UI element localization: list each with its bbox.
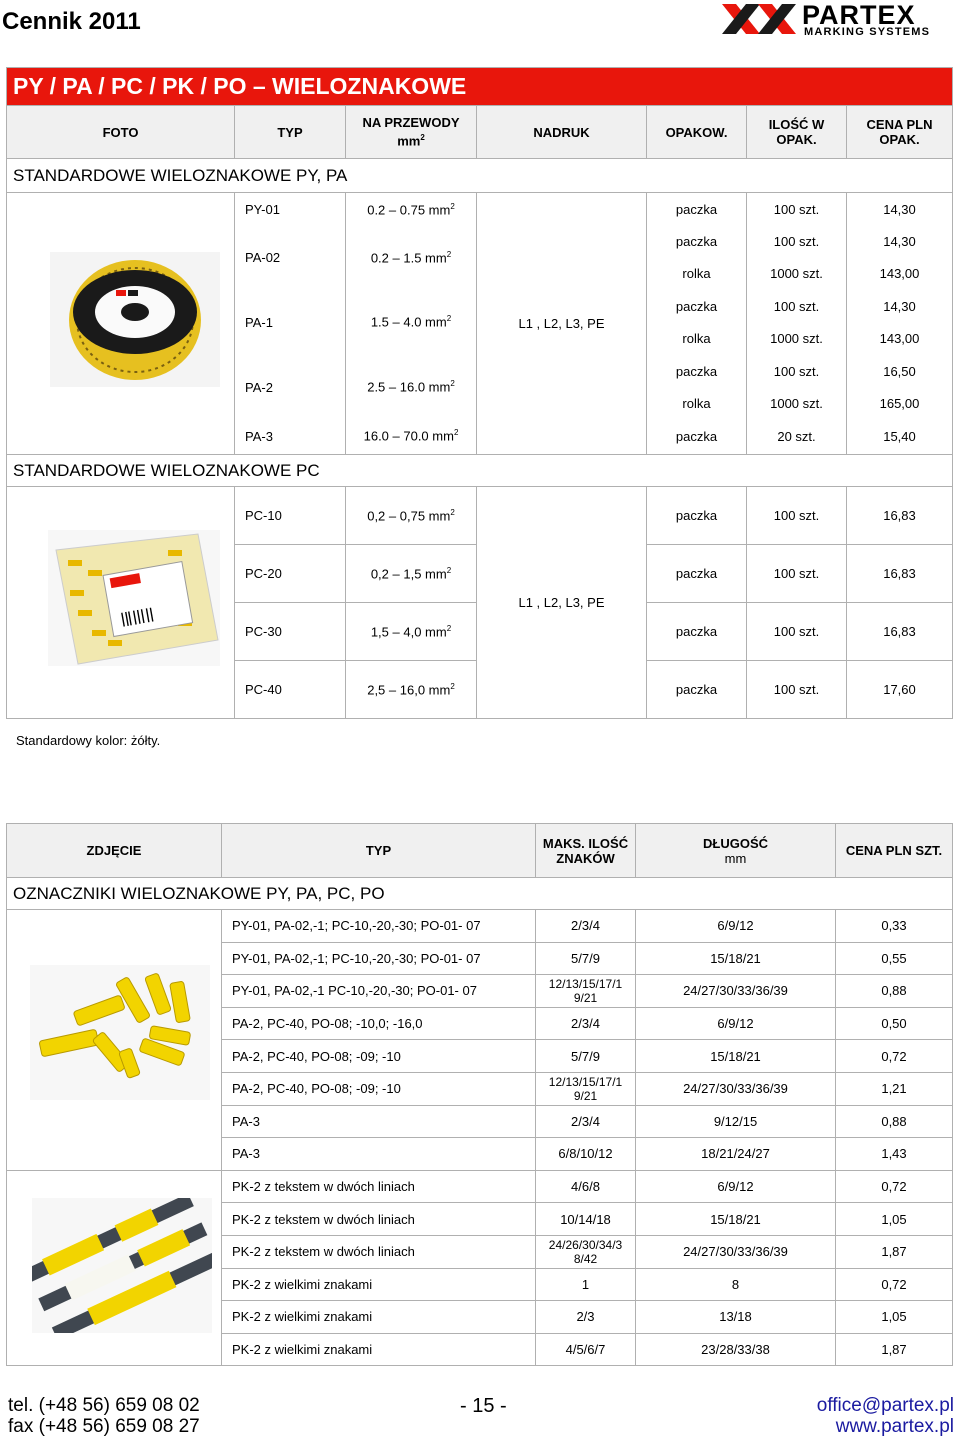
- typ-cell: PC-20: [235, 545, 346, 603]
- ilosc-cell: 100 szt.: [747, 661, 847, 719]
- col-ilosc: ILOŚĆ W OPAK.: [747, 106, 847, 159]
- footer-fax: fax (+48 56) 659 08 27: [8, 1416, 200, 1437]
- range-cell: 0.2 – 1.5 $mm^2$: [346, 226, 477, 290]
- cena-cell: 0,88: [836, 1105, 953, 1138]
- typ-cell: PA-2, PC-40, PO-08; -09; -10: [222, 1040, 536, 1073]
- opak-cell: rolka: [647, 388, 747, 420]
- cena-cell: 1,05: [836, 1301, 953, 1334]
- ilosc-cell: 100 szt.: [747, 487, 847, 545]
- typ-cell: PY-01, PA-02,-1; PC-10,-20,-30; PO-01- 07: [222, 910, 536, 943]
- opak-cell: paczka: [647, 603, 747, 661]
- markers-photo: [30, 965, 210, 1100]
- opak-cell: paczka: [647, 661, 747, 719]
- ilosc-cell: 100 szt.: [747, 290, 847, 323]
- typ-cell: PC-30: [235, 603, 346, 661]
- col-typ: TYP: [235, 106, 346, 159]
- dl-cell: 24/27/30/33/36/39: [636, 1072, 836, 1105]
- col-cena: CENA PLN OPAK.: [847, 106, 953, 159]
- cena-cell: 1,21: [836, 1072, 953, 1105]
- cena-cell: 0,72: [836, 1040, 953, 1073]
- cena-cell: 0,50: [836, 1007, 953, 1040]
- maks-cell: 2/3/4: [536, 910, 636, 943]
- typ-cell: PA-1: [235, 290, 346, 355]
- cena-cell: 143,00: [847, 258, 953, 290]
- pk2-photo: [32, 1198, 212, 1333]
- ilosc-cell: 20 szt.: [747, 420, 847, 453]
- opak-cell: rolka: [647, 323, 747, 355]
- range-cell: 1.5 – 4.0 $mm^2$: [346, 290, 477, 355]
- typ-cell: PK-2 z wielkimi znakami: [222, 1301, 536, 1334]
- dl-cell: 9/12/15: [636, 1105, 836, 1138]
- cena-cell: 16,50: [847, 355, 953, 388]
- typ-cell: PK-2 z wielkimi znakami: [222, 1268, 536, 1301]
- nadruk-cell: L1 , L2, L3, PE: [477, 487, 647, 719]
- opak-cell: paczka: [647, 355, 747, 388]
- maks-cell: 2/3: [536, 1301, 636, 1334]
- maks-cell: 10/14/18: [536, 1203, 636, 1236]
- opak-cell: rolka: [647, 258, 747, 290]
- cena-cell: 1,87: [836, 1333, 953, 1366]
- dl-cell: 15/18/21: [636, 942, 836, 975]
- opak-cell: paczka: [647, 290, 747, 323]
- footer-links: [817, 1395, 954, 1437]
- maks-cell: 5/7/9: [536, 942, 636, 975]
- typ-cell: PC-10: [235, 487, 346, 545]
- range-cell: 2.5 – 16.0 $mm^2$: [346, 355, 477, 420]
- dl-cell: 6/9/12: [636, 910, 836, 943]
- ilosc-cell: 100 szt.: [747, 226, 847, 258]
- subheading-oznaczniki: OZNACZNIKI WIELOZNAKOWE PY, PA, PC, PO: [7, 878, 953, 910]
- typ-cell: PY-01, PA-02,-1 PC-10,-20,-30; PO-01- 07: [222, 975, 536, 1008]
- maks-cell: 24/26/30/34/3 8/42: [536, 1235, 636, 1268]
- cena-cell: 143,00: [847, 323, 953, 355]
- col-cena: CENA PLN SZT.: [836, 824, 953, 878]
- maks-cell: 6/8/10/12: [536, 1138, 636, 1171]
- nadruk-cell: L1 , L2, L3, PE: [477, 193, 647, 455]
- dl-cell: 24/27/30/33/36/39: [636, 975, 836, 1008]
- opak-cell: paczka: [647, 226, 747, 258]
- typ-cell: PK-2 z tekstem w dwóch liniach: [222, 1235, 536, 1268]
- opak-cell: paczka: [647, 545, 747, 603]
- subheading-py-pa: STANDARDOWE WIELOZNAKOWE PY, PA: [7, 159, 953, 193]
- section-title: PY / PA / PC / PK / PO – WIELOZNAKOWE: [7, 68, 953, 106]
- col-nadruk: NADRUK: [477, 106, 647, 159]
- cena-cell: 1,87: [836, 1235, 953, 1268]
- footer-email-link[interactable]: office@partex.pl: [816, 1395, 954, 1416]
- footer-tel: tel. (+48 56) 659 08 02: [8, 1395, 200, 1416]
- dl-cell: 13/18: [636, 1301, 836, 1334]
- maks-cell: 5/7/9: [536, 1040, 636, 1073]
- cena-cell: 16,83: [847, 487, 953, 545]
- typ-cell: PC-40: [235, 661, 346, 719]
- maks-cell: 1: [536, 1268, 636, 1301]
- col-przewody: NA PRZEWODY $mm^2$: [346, 106, 477, 159]
- ilosc-cell: 1000 szt.: [747, 258, 847, 290]
- dl-cell: 6/9/12: [636, 1170, 836, 1203]
- range-cell: 0.2 – 0.75 $mm^2$: [346, 193, 477, 226]
- cena-cell: 16,83: [847, 545, 953, 603]
- range-cell: 16.0 – 70.0 $mm^2$: [346, 420, 477, 453]
- ilosc-cell: 1000 szt.: [747, 388, 847, 420]
- opak-cell: paczka: [647, 487, 747, 545]
- maks-cell: 4/5/6/7: [536, 1333, 636, 1366]
- ilosc-cell: 1000 szt.: [747, 323, 847, 355]
- opak-cell: paczka: [647, 193, 747, 226]
- cena-cell: 14,30: [847, 290, 953, 323]
- range-cell: 1,5 – 4,0 $mm^2$: [346, 603, 477, 661]
- cena-cell: 14,30: [847, 193, 953, 226]
- bag-photo: [48, 530, 220, 666]
- cena-cell: 15,40: [847, 420, 953, 453]
- typ-cell: PY-01, PA-02,-1; PC-10,-20,-30; PO-01- 07: [222, 942, 536, 975]
- ilosc-cell: 100 szt.: [747, 193, 847, 226]
- page-title: Cennik 2011: [2, 8, 141, 35]
- cena-cell: 0,72: [836, 1268, 953, 1301]
- dl-cell: 15/18/21: [636, 1040, 836, 1073]
- typ-cell: PA-3: [222, 1138, 536, 1171]
- dl-cell: 6/9/12: [636, 1007, 836, 1040]
- ilosc-cell: 100 szt.: [747, 545, 847, 603]
- col-zdjecie: ZDJĘCIE: [7, 824, 222, 878]
- cena-cell: 16,83: [847, 603, 953, 661]
- subheading-pc: STANDARDOWE WIELOZNAKOWE PC: [7, 455, 953, 487]
- typ-cell: PA-2, PC-40, PO-08; -09; -10: [222, 1072, 536, 1105]
- cena-cell: 0,55: [836, 942, 953, 975]
- maks-cell: 2/3/4: [536, 1007, 636, 1040]
- cena-cell: 165,00: [847, 388, 953, 420]
- dl-cell: 18/21/24/27: [636, 1138, 836, 1171]
- col-maks: MAKS. ILOŚĆ ZNAKÓW: [536, 824, 636, 878]
- typ-cell: PA-3: [222, 1105, 536, 1138]
- maks-cell: 12/13/15/17/1 9/21: [536, 975, 636, 1008]
- opak-cell: paczka: [647, 420, 747, 453]
- cena-cell: 17,60: [847, 661, 953, 719]
- cena-cell: 14,30: [847, 226, 953, 258]
- maks-cell: 2/3/4: [536, 1105, 636, 1138]
- typ-cell: PA-2: [235, 355, 346, 420]
- cena-cell: 0,33: [836, 910, 953, 943]
- dl-cell: 23/28/33/38: [636, 1333, 836, 1366]
- partex-logo: PARTEX MARKING SYSTEMS: [720, 2, 952, 38]
- typ-cell: PK-2 z tekstem w dwóch liniach: [222, 1170, 536, 1203]
- ilosc-cell: 100 szt.: [747, 355, 847, 388]
- col-dlugosc: DŁUGOŚĆ mm: [636, 824, 836, 878]
- standard-color-note: Standardowy kolor: żółty.: [16, 733, 161, 748]
- cena-cell: 1,05: [836, 1203, 953, 1236]
- typ-cell: PY-01: [235, 193, 346, 226]
- page-number: - 15 -: [460, 1395, 507, 1417]
- cena-cell: 0,72: [836, 1170, 953, 1203]
- partex-logo-icon: [720, 2, 800, 36]
- reel-photo: [50, 252, 220, 387]
- footer-contact: [8, 1395, 200, 1437]
- col-typ: TYP: [222, 824, 536, 878]
- dl-cell: 8: [636, 1268, 836, 1301]
- maks-cell: 4/6/8: [536, 1170, 636, 1203]
- ilosc-cell: 100 szt.: [747, 603, 847, 661]
- maks-cell: 12/13/15/17/1 9/21: [536, 1072, 636, 1105]
- range-cell: 0,2 – 0,75 $mm^2$: [346, 487, 477, 545]
- dl-cell: 24/27/30/33/36/39: [636, 1235, 836, 1268]
- typ-cell: PK-2 z tekstem w dwóch liniach: [222, 1203, 536, 1236]
- footer-web-link[interactable]: www.partex.pl: [835, 1416, 954, 1437]
- typ-cell: PA-2, PC-40, PO-08; -10,0; -16,0: [222, 1007, 536, 1040]
- col-foto: FOTO: [7, 106, 235, 159]
- col-opakow: OPAKOW.: [647, 106, 747, 159]
- typ-cell: PK-2 z wielkimi znakami: [222, 1333, 536, 1366]
- cena-cell: 1,43: [836, 1138, 953, 1171]
- dl-cell: 15/18/21: [636, 1203, 836, 1236]
- range-cell: 0,2 – 1,5 $mm^2$: [346, 545, 477, 603]
- range-cell: 2,5 – 16,0 $mm^2$: [346, 661, 477, 719]
- typ-cell: PA-02: [235, 226, 346, 290]
- typ-cell: PA-3: [235, 420, 346, 453]
- cena-cell: 0,88: [836, 975, 953, 1008]
